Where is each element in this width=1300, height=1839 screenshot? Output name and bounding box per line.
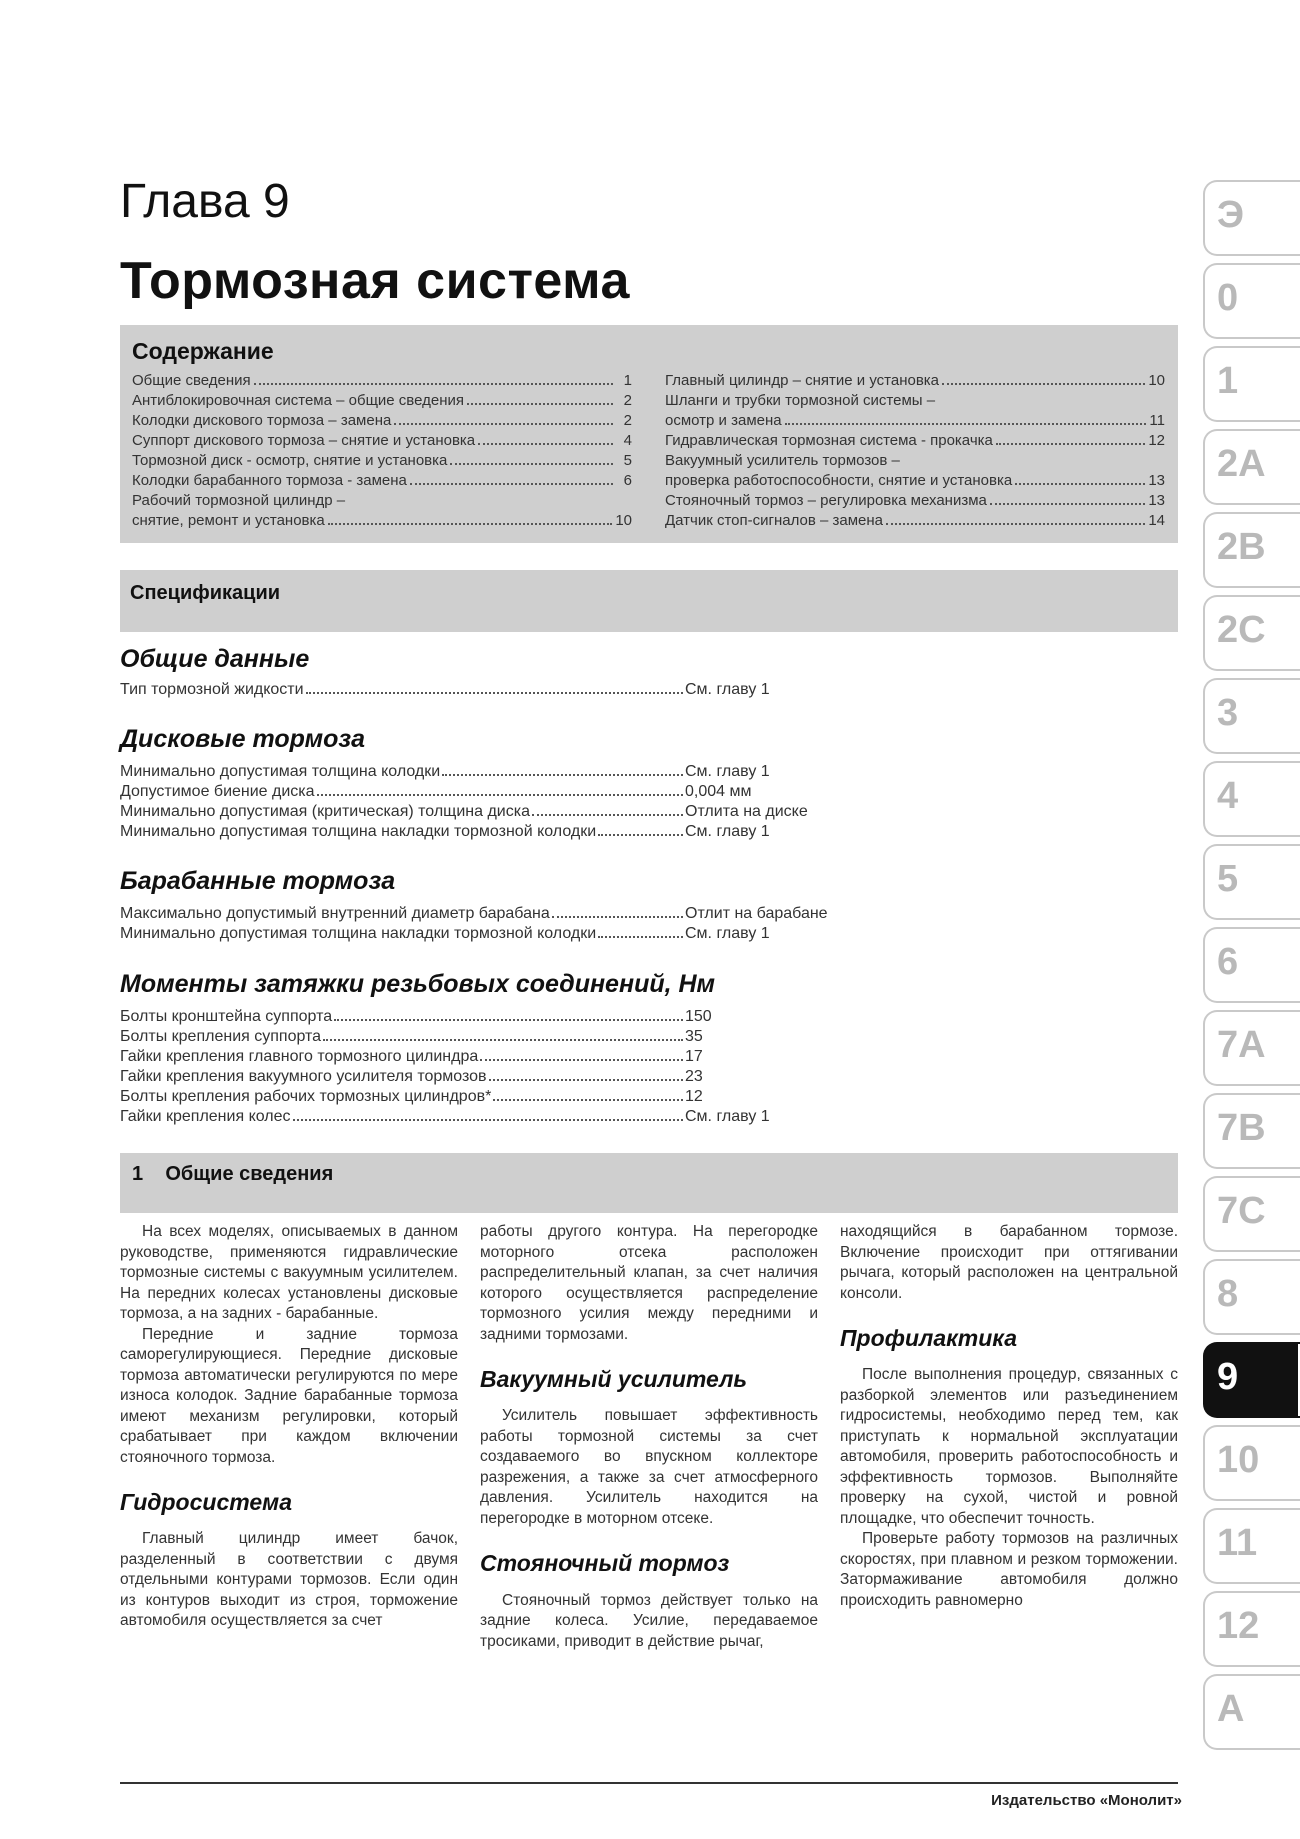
chapter-tab-label: 2A xyxy=(1217,443,1266,485)
chapter-tab-label: 4 xyxy=(1217,775,1239,817)
contents-entry xyxy=(132,491,632,511)
contents-entry xyxy=(665,371,1165,391)
dot-leader xyxy=(410,483,613,485)
chapter-tab-label: 10 xyxy=(1217,1439,1260,1481)
spec-value: 17 xyxy=(685,1048,703,1065)
contents-entry-title: снятие, ремонт и установка xyxy=(132,512,325,529)
contents-entry-page: 2 xyxy=(623,392,632,409)
contents-entry xyxy=(132,431,632,451)
paragraph: Стояночный тормоз действует только на задние колеса. Усилие, передаваемое тросиками, приводит в действие рычаг, xyxy=(480,1591,818,1650)
chapter-tab-label: 0 xyxy=(1217,277,1239,319)
dot-leader xyxy=(478,443,613,445)
dot-leader xyxy=(598,834,683,836)
chapter-tab[interactable] xyxy=(1203,678,1300,754)
dot-leader xyxy=(394,423,613,425)
contents-right-column xyxy=(665,371,1165,531)
dot-leader xyxy=(323,1039,683,1041)
contents-entry-title: Стояночный тормоз – регулировка механизма xyxy=(665,492,987,509)
publisher-name: Издательство «Монолит» xyxy=(991,1792,1182,1809)
spec-label: Болты крепления рабочих тормозных цилиндров* xyxy=(120,1088,492,1105)
contents-entry xyxy=(132,471,632,491)
hydraulics-heading: Гидросистема xyxy=(120,1489,292,1515)
contents-entry xyxy=(132,411,632,431)
chapter-tab[interactable] xyxy=(1203,1176,1300,1252)
dot-leader xyxy=(328,523,613,525)
dot-leader xyxy=(532,814,683,816)
contents-entry xyxy=(665,391,1165,411)
spec-label: Болты кронштейна суппорта xyxy=(120,1008,333,1025)
contents-entry xyxy=(665,411,1165,431)
contents-entry xyxy=(665,451,1165,471)
spec-row xyxy=(120,782,840,802)
contents-entry-page: 12 xyxy=(1148,432,1165,449)
chapter-tab[interactable] xyxy=(1203,1591,1300,1667)
spec-row xyxy=(120,1027,840,1047)
spec-label: Минимально допустимая толщина накладки тормозной колодки xyxy=(120,823,597,840)
contents-entry-page: 10 xyxy=(1148,372,1165,389)
contents-entry-title: Колодки барабанного тормоза - замена xyxy=(132,472,407,489)
contents-entry-title: Суппорт дискового тормоза – снятие и установка xyxy=(132,432,476,449)
dot-leader xyxy=(442,774,683,776)
contents-entry xyxy=(665,471,1165,491)
contents-entry-title: осмотр и замена xyxy=(665,412,782,429)
spec-label: Максимально допустимый внутренний диаметр барабана xyxy=(120,905,550,922)
spec-value: 12 xyxy=(685,1088,703,1105)
chapter-tab-label: 9 xyxy=(1217,1356,1239,1398)
chapter-tab[interactable] xyxy=(1203,346,1300,422)
paragraph: После выполнения процедур, связанных с разборкой элементов или разъединением гидросистемы, необходимо перед тем, как приступать к нормальной эксплуатации автомобиля, проверить работоспособность и эффективность тормозов. Выполняйте проверку на сухой, чистой и ровной площадке, что обеспечит точность. xyxy=(840,1366,1178,1527)
contents-entry-page: 1 xyxy=(623,372,632,389)
contents-entry-page: 5 xyxy=(623,452,632,469)
chapter-tab[interactable] xyxy=(1203,180,1300,256)
spec-row xyxy=(120,802,840,822)
torque-list xyxy=(120,1007,840,1127)
contents-entry-page: 14 xyxy=(1148,512,1165,529)
body-column-1 xyxy=(120,1222,458,1632)
spec-row xyxy=(120,822,840,842)
spec-label: Допустимое биение диска xyxy=(120,783,315,800)
dot-leader xyxy=(785,423,1146,425)
chapter-tab[interactable] xyxy=(1203,927,1300,1003)
chapter-tab-label: 7C xyxy=(1217,1190,1266,1232)
spec-value: См. главу 1 xyxy=(685,763,770,780)
section-1-number: 1 xyxy=(132,1163,144,1185)
contents-entry-page: 13 xyxy=(1148,492,1165,509)
specifications-title: Спецификации xyxy=(130,582,281,604)
chapter-tab-label: 7A xyxy=(1217,1024,1266,1066)
section-1-title xyxy=(132,1163,333,1186)
paragraph: Усилитель повышает эффективность работы тормозной системы за счет создаваемого во впускном коллекторе разрежения, а также за счет атмосферного давления. Усилитель находится на перегородке в моторном отсеке. xyxy=(480,1407,818,1527)
spec-label: Гайки крепления вакуумного усилителя тормозов xyxy=(120,1068,487,1085)
contents-entry-page: 6 xyxy=(623,472,632,489)
paragraph: Передние и задние тормоза саморегулирующиеся. Передние дисковые тормоза автоматически регулируются по мере износа колодок. Задние барабанные тормоза имеют механизм регулировки, который срабатывает при каждом включении стояночного тормоза. xyxy=(120,1325,458,1466)
contents-entry xyxy=(665,511,1165,531)
spec-row xyxy=(120,680,840,700)
paragraph: Главный цилиндр имеет бачок, разделенный в соответствии с двумя отдельными контурами тормозов. Если один из контуров выходит из строя, торможение автомобиля осуществляется за счет xyxy=(120,1530,458,1630)
dot-leader xyxy=(1015,483,1145,485)
chapter-tab[interactable] xyxy=(1203,1674,1300,1750)
spec-row xyxy=(120,1107,840,1127)
chapter-tab[interactable] xyxy=(1203,429,1300,505)
maintenance-heading: Профилактика xyxy=(840,1325,1018,1351)
chapter-tab[interactable] xyxy=(1203,595,1300,671)
dot-leader xyxy=(254,383,613,385)
dot-leader xyxy=(552,916,683,918)
chapter-tab-label: 12 xyxy=(1217,1605,1260,1647)
dot-leader xyxy=(306,692,683,694)
general-data-list xyxy=(120,680,840,700)
chapter-tab-label: 7B xyxy=(1217,1107,1266,1149)
spec-label: Гайки крепления колес xyxy=(120,1108,291,1125)
chapter-tab-label: 1 xyxy=(1217,360,1239,402)
paragraph: работы другого контура. На перегородке моторного отсека расположен распределительный клапан, за счет наличия которого осуществляется распределение тормозного усилия между передними и задними тормозами. xyxy=(480,1223,818,1343)
dot-leader xyxy=(886,523,1145,525)
spec-value: См. главу 1 xyxy=(685,925,770,942)
chapter-tab[interactable] xyxy=(1203,1508,1300,1584)
spec-row xyxy=(120,1087,840,1107)
contents-entry-title: Тормозной диск - осмотр, снятие и установка xyxy=(132,452,448,469)
chapter-tab-label: A xyxy=(1217,1688,1245,1730)
contents-entry-title: Антиблокировочная система – общие сведения xyxy=(132,392,464,409)
dot-leader xyxy=(317,794,683,796)
spec-row xyxy=(120,1007,840,1027)
body-column-3 xyxy=(840,1222,1178,1611)
chapter-title: Тормозная система xyxy=(120,252,630,310)
specifications-box xyxy=(120,570,1178,632)
disc-brakes-heading: Дисковые тормоза xyxy=(120,725,366,753)
spec-value: 35 xyxy=(685,1028,703,1045)
contents-entry xyxy=(132,371,632,391)
spec-value: Отлит на барабане xyxy=(685,905,828,922)
contents-entry xyxy=(665,431,1165,451)
spec-label: Минимально допустимая толщина накладки тормозной колодки xyxy=(120,925,597,942)
chapter-tab-label: 8 xyxy=(1217,1273,1239,1315)
spec-row xyxy=(120,1067,840,1087)
dot-leader xyxy=(942,383,1145,385)
contents-entry-page: 11 xyxy=(1149,412,1165,429)
contents-box xyxy=(120,325,1178,543)
torque-heading: Моменты затяжки резьбовых соединений, Нм xyxy=(120,970,716,998)
contents-entry-title: Колодки дискового тормоза – замена xyxy=(132,412,392,429)
chapter-tab[interactable] xyxy=(1203,761,1300,837)
contents-entry-title: Датчик стоп-сигналов – замена xyxy=(665,512,884,529)
contents-left-column xyxy=(132,371,632,531)
section-1-box xyxy=(120,1153,1178,1213)
chapter-tab[interactable] xyxy=(1203,263,1300,339)
dot-leader xyxy=(480,1059,683,1061)
spec-row xyxy=(120,762,840,782)
dot-leader xyxy=(450,463,613,465)
disc-brakes-list xyxy=(120,762,840,842)
spec-label: Минимально допустимая (критическая) толщина диска xyxy=(120,803,530,820)
spec-row xyxy=(120,924,840,944)
chapter-tab[interactable] xyxy=(1203,1010,1300,1086)
chapter-tab-label: Э xyxy=(1217,194,1245,236)
contents-title: Содержание xyxy=(132,338,274,364)
chapter-tab[interactable] xyxy=(1203,1093,1300,1169)
chapter-tab-label: 2B xyxy=(1217,526,1266,568)
contents-entry-page: 10 xyxy=(615,512,632,529)
spec-row xyxy=(120,904,840,924)
spec-label: Тип тормозной жидкости xyxy=(120,681,304,698)
contents-entry-title: Рабочий тормозной цилиндр – xyxy=(132,492,346,509)
spec-value: См. главу 1 xyxy=(685,681,770,698)
contents-entry-title: Гидравлическая тормозная система - прокачка xyxy=(665,432,993,449)
contents-entry xyxy=(132,511,632,531)
contents-entry-page: 13 xyxy=(1148,472,1165,489)
contents-entry-title: Главный цилиндр – снятие и установка xyxy=(665,372,940,389)
chapter-tab[interactable] xyxy=(1203,1342,1300,1418)
contents-entry xyxy=(132,391,632,411)
contents-entry-title: Вакуумный усилитель тормозов – xyxy=(665,452,900,469)
parking-brake-heading: Стояночный тормоз xyxy=(480,1550,730,1577)
chapter-tab-label: 2C xyxy=(1217,609,1266,651)
chapter-tab[interactable] xyxy=(1203,512,1300,588)
dot-leader xyxy=(493,1099,683,1101)
chapter-tabs xyxy=(1203,180,1300,1757)
contents-entry-page: 2 xyxy=(623,412,632,429)
paragraph: находящийся в барабанном тормозе. Включение происходит при оттягивании рычага, который расположен на центральной консоли. xyxy=(840,1223,1178,1302)
dot-leader xyxy=(990,503,1145,505)
chapter-tab-label: 5 xyxy=(1217,858,1239,900)
contents-entry-title: Общие сведения xyxy=(132,372,251,389)
chapter-tab[interactable] xyxy=(1203,1425,1300,1501)
chapter-tab-label: 3 xyxy=(1217,692,1239,734)
spec-label: Болты крепления суппорта xyxy=(120,1028,322,1045)
chapter-tab[interactable] xyxy=(1203,1259,1300,1335)
spec-label: Гайки крепления главного тормозного цилиндра xyxy=(120,1048,479,1065)
footer-divider xyxy=(120,1782,1178,1784)
paragraph: Проверьте работу тормозов на различных скоростях, при плавном и резком торможении. Затормаживание автомобиля должно происходить равномерно xyxy=(840,1530,1178,1609)
chapter-label: Глава 9 xyxy=(120,175,290,228)
drum-brakes-list xyxy=(120,904,840,944)
spec-label: Минимально допустимая толщина колодки xyxy=(120,763,441,780)
body-column-2 xyxy=(480,1222,818,1652)
chapter-tab[interactable] xyxy=(1203,844,1300,920)
drum-brakes-heading: Барабанные тормоза xyxy=(120,867,396,895)
spec-value: См. главу 1 xyxy=(685,1108,770,1125)
vacuum-booster-heading: Вакуумный усилитель xyxy=(480,1366,748,1392)
dot-leader xyxy=(489,1079,683,1081)
chapter-tab-label: 6 xyxy=(1217,941,1239,983)
chapter-tab-label: 11 xyxy=(1217,1522,1258,1564)
spec-value: 150 xyxy=(685,1008,712,1025)
paragraph: На всех моделях, описываемых в данном руководстве, применяются гидравлические тормозные системы с вакуумным усилителем. На передних колесах установлены дисковые тормоза, а на задних - барабанные. xyxy=(120,1223,458,1322)
contents-entry-title: Шланги и трубки тормозной системы – xyxy=(665,392,936,409)
dot-leader xyxy=(467,403,613,405)
general-data-heading: Общие данные xyxy=(120,645,310,673)
section-1-name: Общие сведения xyxy=(165,1163,334,1185)
contents-entry xyxy=(665,491,1165,511)
spec-row xyxy=(120,1047,840,1067)
dot-leader xyxy=(334,1019,683,1021)
spec-value: 0,004 мм xyxy=(685,783,752,800)
dot-leader xyxy=(598,936,683,938)
spec-value: См. главу 1 xyxy=(685,823,770,840)
contents-entry-page: 4 xyxy=(623,432,632,449)
spec-value: Отлита на диске xyxy=(685,803,808,820)
contents-entry xyxy=(132,451,632,471)
contents-entry-title: проверка работоспособности, снятие и установка xyxy=(665,472,1013,489)
dot-leader xyxy=(293,1119,683,1121)
spec-value: 23 xyxy=(685,1068,703,1085)
dot-leader xyxy=(996,443,1145,445)
